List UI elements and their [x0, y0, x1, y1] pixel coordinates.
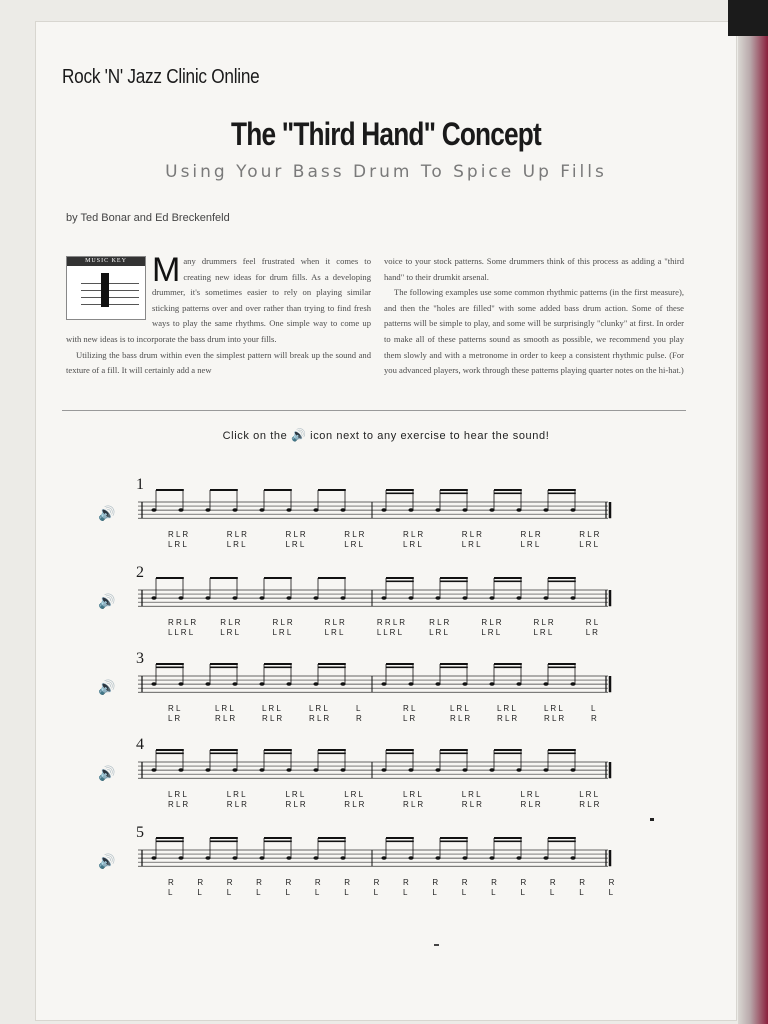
- exercise-number: 2: [136, 564, 144, 581]
- sticking-group: R L R: [450, 714, 471, 723]
- note-head: [313, 768, 318, 772]
- note-head: [232, 596, 237, 600]
- note-head: [381, 768, 386, 772]
- exercise-5: [36, 824, 736, 908]
- note-head: [178, 768, 183, 772]
- sticking-group: R L R: [403, 800, 424, 809]
- beam: [386, 837, 414, 839]
- beam: [318, 489, 346, 491]
- sticking-group: L: [591, 704, 596, 713]
- beam: [494, 753, 522, 755]
- note-head: [435, 856, 440, 860]
- sticking-group: L L R L: [376, 628, 403, 637]
- note-head: [570, 508, 575, 512]
- note-head: [286, 856, 291, 860]
- beam: [156, 577, 184, 579]
- beam: [440, 841, 468, 843]
- beam: [494, 837, 522, 839]
- note-head: [340, 768, 345, 772]
- beam: [386, 663, 414, 665]
- sticking-group: L R L: [461, 540, 481, 549]
- beam: [318, 837, 346, 839]
- sticking-group: L R L: [533, 628, 553, 637]
- sticking-group: L: [344, 888, 349, 897]
- sticking-group: L R L: [403, 540, 422, 549]
- sticking-group: R: [285, 878, 292, 887]
- note-head: [151, 508, 156, 512]
- beam: [440, 493, 468, 495]
- beam: [548, 841, 576, 843]
- sticking-group: L R L: [226, 540, 246, 549]
- beam: [264, 749, 292, 751]
- sticking-group: L: [491, 888, 496, 897]
- sticking-group: L R L: [450, 704, 469, 713]
- beam: [156, 753, 184, 755]
- beam: [386, 577, 414, 579]
- note-head: [286, 596, 291, 600]
- beam: [494, 581, 522, 583]
- note-head: [151, 856, 156, 860]
- sticking-group: L: [608, 888, 614, 897]
- article-subtitle: Using Your Bass Drum To Spice Up Fills: [165, 162, 607, 182]
- speaker-icon: 🔊: [290, 428, 307, 442]
- sticking-group: L R L: [262, 704, 281, 713]
- sticking-group: R L R: [168, 800, 189, 809]
- sticking-group: R: [344, 878, 351, 887]
- sticking-group: L R L: [215, 704, 234, 713]
- note-head: [462, 682, 467, 686]
- sticking-group: R L R: [461, 530, 482, 539]
- sticking-group: R L R: [220, 618, 241, 627]
- note-head: [516, 682, 521, 686]
- beam: [318, 749, 346, 751]
- beam: [156, 489, 184, 491]
- beam: [440, 663, 468, 665]
- note-head: [381, 682, 386, 686]
- sticking-group: L R L: [497, 704, 516, 713]
- beam: [548, 837, 576, 839]
- sticking-group: R: [314, 878, 321, 887]
- sticking-group: L R L: [579, 540, 599, 549]
- note-head: [408, 682, 413, 686]
- note-head: [340, 856, 345, 860]
- sticking-group: L R L: [272, 628, 292, 637]
- note-head: [516, 856, 521, 860]
- note-head: [259, 682, 264, 686]
- beam: [156, 841, 184, 843]
- exercise-number: 5: [136, 824, 144, 841]
- note-head: [232, 682, 237, 686]
- music-key-staff: [81, 277, 139, 305]
- magazine-page: [36, 22, 736, 1020]
- note-head: [462, 596, 467, 600]
- sticking-group: R: [579, 878, 586, 887]
- note-head: [462, 768, 467, 772]
- sticking-group: R L: [168, 704, 181, 713]
- article-title: The "Third Hand" Concept: [231, 116, 541, 152]
- beam: [318, 667, 346, 669]
- beam: [494, 577, 522, 579]
- sticking-group: R: [591, 714, 597, 723]
- note-head: [178, 596, 183, 600]
- exercise-number: 4: [136, 736, 144, 753]
- sticking-group: L R L: [481, 628, 501, 637]
- exercise-3: [36, 650, 736, 734]
- note-head: [232, 856, 237, 860]
- note-head: [543, 508, 548, 512]
- sticking-group: L: [226, 888, 232, 897]
- beam: [210, 663, 238, 665]
- play-sound-icon[interactable]: 🔊: [98, 595, 116, 610]
- beam: [494, 749, 522, 751]
- music-key-label: MUSIC KEY: [67, 257, 145, 266]
- beam: [440, 749, 468, 751]
- note-head: [543, 596, 548, 600]
- beam: [386, 493, 414, 495]
- beam: [210, 667, 238, 669]
- beam: [440, 577, 468, 579]
- sticking-group: L R L: [544, 704, 563, 713]
- note-head: [516, 768, 521, 772]
- beam: [494, 663, 522, 665]
- note-head: [232, 768, 237, 772]
- exercise-4: [36, 736, 736, 820]
- beam: [156, 749, 184, 751]
- note-head: [435, 596, 440, 600]
- sticking-group: R L R: [226, 800, 247, 809]
- beam: [386, 581, 414, 583]
- sticking-group: R: [549, 878, 556, 887]
- note-head: [313, 508, 318, 512]
- sticking-group: L R L: [168, 790, 187, 799]
- sticking-group: R R L R: [168, 618, 197, 627]
- sticking-group: L: [256, 888, 261, 897]
- sticking-group: L R L: [285, 540, 305, 549]
- sticking-group: R L R: [533, 618, 554, 627]
- sticking-group: L: [461, 888, 467, 897]
- sticking-group: L R: [168, 714, 181, 723]
- note-head: [543, 856, 548, 860]
- play-sound-icon[interactable]: 🔊: [98, 507, 116, 522]
- sticking-group: L: [285, 888, 290, 897]
- beam: [386, 841, 414, 843]
- note-head: [205, 682, 210, 686]
- play-sound-icon[interactable]: 🔊: [98, 681, 116, 696]
- note-head: [178, 856, 183, 860]
- page-edge-corner: [728, 0, 768, 36]
- exercise-number: 3: [136, 650, 144, 667]
- sticking-group: R L: [585, 618, 599, 627]
- sticking-group: R L R: [272, 618, 293, 627]
- divider: [62, 410, 686, 411]
- note-head: [435, 768, 440, 772]
- sticking-group: R L R: [215, 714, 236, 723]
- sticking-group: R L R: [520, 530, 541, 539]
- drum-staff: [138, 488, 616, 538]
- sticking-group: R L R: [344, 800, 365, 809]
- note-head: [489, 768, 494, 772]
- beam: [318, 577, 346, 579]
- sticking-group: L: [197, 888, 202, 897]
- beam: [156, 667, 184, 669]
- beam: [264, 667, 292, 669]
- beam: [548, 749, 576, 751]
- music-key-note: [101, 273, 109, 307]
- note-head: [408, 596, 413, 600]
- note-head: [489, 508, 494, 512]
- beam: [548, 577, 576, 579]
- beam: [156, 837, 184, 839]
- sticking-group: L R: [403, 714, 416, 723]
- sticking-group: R L R: [579, 800, 600, 809]
- sticking-group: R L R: [481, 618, 502, 627]
- sticking-group: L R L: [168, 540, 187, 549]
- beam: [210, 489, 238, 491]
- note-head: [259, 508, 264, 512]
- sticking-group: L: [356, 704, 361, 713]
- sticking-group: R L R: [497, 714, 518, 723]
- beam: [318, 753, 346, 755]
- beam: [386, 489, 414, 491]
- note-head: [489, 856, 494, 860]
- sticking-group: R L R: [168, 530, 189, 539]
- note-head: [381, 596, 386, 600]
- note-head: [232, 508, 237, 512]
- note-head: [340, 682, 345, 686]
- sticking-group: L R L: [324, 628, 344, 637]
- beam: [318, 663, 346, 665]
- sticking-group: R: [461, 878, 468, 887]
- note-head: [435, 682, 440, 686]
- note-head: [178, 508, 183, 512]
- note-head: [516, 596, 521, 600]
- note-head: [543, 682, 548, 686]
- article-column-2: [384, 254, 684, 379]
- sticking-group: R: [432, 878, 439, 887]
- note-head: [570, 856, 575, 860]
- sticking-group: R: [373, 878, 380, 887]
- sticking-group: L L R L: [168, 628, 194, 637]
- sticking-group: L R L: [520, 540, 540, 549]
- note-head: [340, 508, 345, 512]
- sticking-group: L R L: [429, 628, 448, 637]
- sticking-group: L R L: [579, 790, 599, 799]
- note-head: [259, 768, 264, 772]
- series-title: Rock 'N' Jazz Clinic Online: [62, 66, 260, 88]
- sticking-group: R: [608, 878, 615, 887]
- sticking-group: R L R: [226, 530, 247, 539]
- note-head: [205, 508, 210, 512]
- sticking-group: R L R: [285, 530, 306, 539]
- sticking-group: L R L: [344, 790, 364, 799]
- sticking-group: L: [520, 888, 525, 897]
- beam: [210, 753, 238, 755]
- note-head: [408, 508, 413, 512]
- note-head: [381, 508, 386, 512]
- sticking-group: L: [579, 888, 584, 897]
- sticking-group: L: [373, 888, 379, 897]
- sticking-group: R L R: [579, 530, 600, 539]
- note-head: [151, 682, 156, 686]
- article-paragraph: voice to your stock patterns. Some drummers think of this process as adding a "third hand" to their drumkit arsenal.: [384, 256, 684, 282]
- note-head: [489, 682, 494, 686]
- article-paragraph: Many drummers feel frustrated when it comes to creating new ideas for drum fills. As a developing drummer, it's sometimes easier to rely on playing similar sticking patterns over and over rather than trying to find fresh ways to play the same rhythms. One simple way to come up with new ideas is to incorporate the bass drum into your fills.: [66, 251, 371, 344]
- speck: [434, 944, 439, 946]
- sticking-group: R L R: [403, 530, 424, 539]
- note-head: [570, 596, 575, 600]
- beam: [264, 837, 292, 839]
- listen-instruction: Click on the 🔊 icon next to any exercise to hear the sound!: [222, 428, 550, 442]
- play-sound-icon[interactable]: 🔊: [98, 767, 116, 782]
- beam: [264, 489, 292, 491]
- beam: [264, 841, 292, 843]
- note-head: [286, 768, 291, 772]
- beam: [494, 667, 522, 669]
- beam: [440, 837, 468, 839]
- beam: [386, 667, 414, 669]
- beam: [440, 489, 468, 491]
- beam: [264, 577, 292, 579]
- beam: [210, 577, 238, 579]
- article-paragraph: The following examples use some common rhythmic patterns (in the first measure), and then the "holes are filled" with some added bass drum action. Some of these patterns will be simple to play, and some will be surprisingly "clunky" at first. In order to make all of these patterns sound as smooth as possible, we recommend you play them slowly and with a metronome in order to keep a consistent rhythmic pulse. (For you advanced players, work through these patterns playing quarter notes on the hi-hat.): [384, 287, 684, 376]
- sticking-group: R L R: [461, 800, 482, 809]
- beam: [156, 663, 184, 665]
- sticking-group: R L R: [285, 800, 306, 809]
- note-head: [340, 596, 345, 600]
- sticking-group: L: [403, 888, 408, 897]
- byline: by Ted Bonar and Ed Breckenfeld: [66, 212, 230, 224]
- page-edge: [738, 0, 768, 1024]
- beam: [548, 581, 576, 583]
- beam: [318, 841, 346, 843]
- beam: [548, 493, 576, 495]
- beam: [440, 753, 468, 755]
- sticking-group: R: [168, 878, 174, 887]
- note-head: [543, 768, 548, 772]
- sticking-group: L R L: [285, 790, 305, 799]
- beam: [494, 493, 522, 495]
- sticking-group: L R: [585, 628, 598, 637]
- sticking-group: L R L: [520, 790, 540, 799]
- note-head: [435, 508, 440, 512]
- note-head: [205, 768, 210, 772]
- note-head: [462, 856, 467, 860]
- beam: [548, 489, 576, 491]
- note-head: [259, 856, 264, 860]
- sticking-group: R L: [403, 704, 416, 713]
- note-head: [151, 768, 156, 772]
- note-head: [570, 768, 575, 772]
- drop-cap: M: [152, 251, 181, 289]
- beam: [210, 841, 238, 843]
- note-head: [286, 508, 291, 512]
- note-head: [516, 508, 521, 512]
- note-head: [151, 596, 156, 600]
- sticking-group: R L R: [309, 714, 330, 723]
- sticking-group: L R L: [403, 790, 422, 799]
- exercise-1: [36, 476, 736, 560]
- note-head: [408, 856, 413, 860]
- sticking-group: R: [356, 714, 362, 723]
- sticking-group: R R L R: [376, 618, 406, 627]
- sticking-group: L R L: [344, 540, 364, 549]
- exercise-2: [36, 564, 736, 648]
- sticking-group: R: [256, 878, 262, 887]
- sticking-group: R L R: [520, 800, 541, 809]
- exercise-number: 1: [136, 476, 144, 493]
- article-paragraph: Utilizing the bass drum within even the simplest pattern will break up the sound and texture of a fill. It will certainly add a new: [66, 349, 371, 376]
- sticking-group: R: [403, 878, 409, 887]
- beam: [386, 753, 414, 755]
- note-head: [313, 856, 318, 860]
- sticking-group: L R L: [461, 790, 481, 799]
- sticking-group: L: [432, 888, 437, 897]
- note-head: [205, 856, 210, 860]
- note-head: [178, 682, 183, 686]
- beam: [210, 749, 238, 751]
- sticking-group: R L R: [544, 714, 565, 723]
- note-head: [205, 596, 210, 600]
- sticking-group: L: [549, 888, 555, 897]
- music-key-box[interactable]: [66, 256, 146, 320]
- sticking-group: L R L: [226, 790, 246, 799]
- sticking-group: R L R: [344, 530, 365, 539]
- sticking-group: R: [226, 878, 233, 887]
- note-head: [462, 508, 467, 512]
- sticking-group: R: [491, 878, 497, 887]
- beam: [548, 753, 576, 755]
- note-head: [381, 856, 386, 860]
- sticking-group: L: [168, 888, 173, 897]
- note-head: [259, 596, 264, 600]
- article-column-1: [66, 251, 371, 379]
- beam: [210, 837, 238, 839]
- beam: [548, 667, 576, 669]
- beam: [264, 753, 292, 755]
- speck: [650, 818, 654, 821]
- beam: [264, 663, 292, 665]
- note-head: [313, 596, 318, 600]
- sticking-group: R: [520, 878, 527, 887]
- sticking-group: R: [197, 878, 204, 887]
- note-head: [408, 768, 413, 772]
- beam: [386, 749, 414, 751]
- sticking-group: L R L: [220, 628, 240, 637]
- sticking-group: R L R: [324, 618, 345, 627]
- drum-staff: [138, 748, 616, 798]
- note-head: [570, 682, 575, 686]
- sticking-group: L R L: [309, 704, 328, 713]
- note-head: [313, 682, 318, 686]
- beam: [494, 489, 522, 491]
- note-head: [489, 596, 494, 600]
- sticking-group: R L R: [429, 618, 450, 627]
- beam: [440, 581, 468, 583]
- sticking-group: L: [314, 888, 320, 897]
- note-head: [286, 682, 291, 686]
- beam: [440, 667, 468, 669]
- play-sound-icon[interactable]: 🔊: [98, 855, 116, 870]
- beam: [548, 663, 576, 665]
- sticking-group: R L R: [262, 714, 283, 723]
- beam: [494, 841, 522, 843]
